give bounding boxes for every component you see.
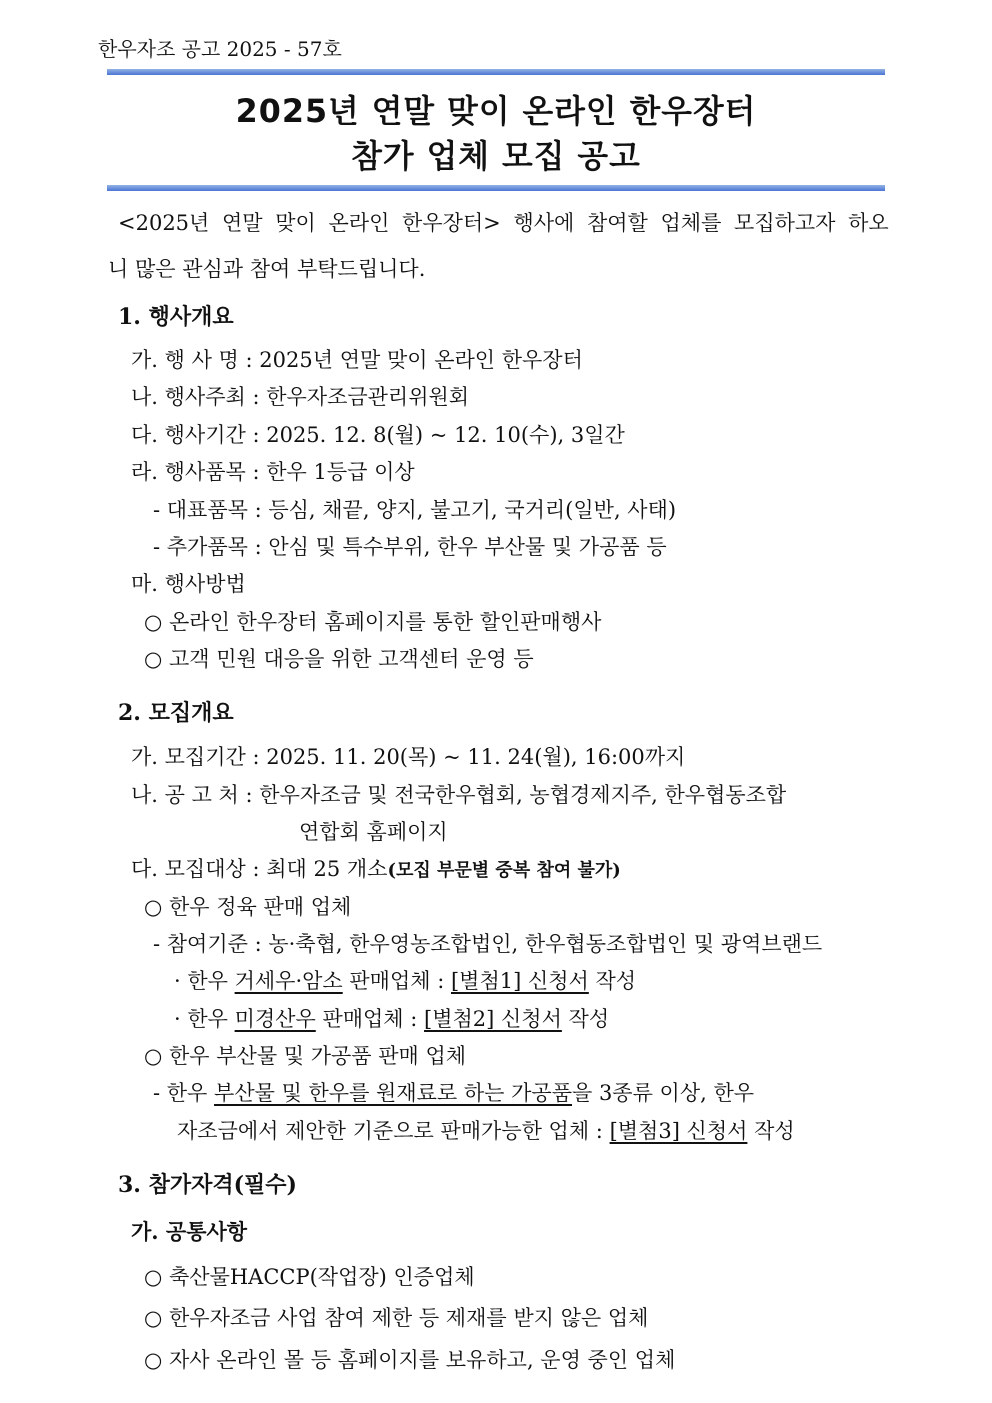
s1-item-e-label: 마. 행사방법 [131, 572, 246, 596]
s1-item-a-label: 가. 행 사 명 : [131, 348, 253, 372]
s2-c2-l1-post: 을 3종류 이상, 한우 [571, 1081, 755, 1105]
s2-c1-b2-pre: · 한우 [174, 1007, 235, 1031]
s2-c1-criteria: - 참여기준 : 농·축협, 한우영농조합법인, 한우협동조합법인 및 광역브랜드 [153, 932, 823, 956]
intro-line-1: <2025년 연말 맞이 온라인 한우장터> 행사에 참여할 업체를 모집하고자 하오 [118, 211, 889, 235]
s1-item-b-label: 나. 행사주최 : [131, 385, 260, 409]
intro-line-2: 니 많은 관심과 참여 부탁드립니다. [108, 257, 426, 281]
s1-item-d-sub-1: - 대표품목 : 등심, 채끝, 양지, 불고기, 국거리(일반, 사태) [153, 498, 677, 522]
s1-item-a-value: 2025년 연말 맞이 온라인 한우장터 [259, 348, 583, 372]
s3-item-2: ○ 한우자조금 사업 참여 제한 등 제재를 받지 않은 업체 [144, 1306, 649, 1330]
s1-item-d-value: 한우 1등급 이상 [266, 460, 415, 484]
s3-item-3: ○ 자사 온라인 몰 등 홈페이지를 보유하고, 운영 중인 업체 [144, 1348, 676, 1372]
s2-c1-b2-underlined: 미경산우 [234, 1007, 316, 1031]
s1-item-c-label: 다. 행사기간 : [131, 423, 260, 447]
s2-item-b-value-2: 연합회 홈페이지 [299, 820, 448, 844]
title-line-1: 2025년 연말 맞이 온라인 한우장터 [235, 94, 757, 130]
s2-c1-title: ○ 한우 정육 판매 업체 [144, 895, 352, 919]
s1-item-e-2: ○ 고객 민원 대응을 위한 고객센터 운영 등 [144, 647, 534, 671]
s2-item-c-note: (모집 부문별 중복 참여 불가) [387, 860, 621, 881]
document-number: 한우자조 공고 2025 - 57호 [98, 37, 342, 61]
s2-c2-l2-pre: 자조금에서 제안한 기준으로 판매가능한 업체 : [177, 1119, 610, 1143]
s2-c1-b1-form: [별첨1] 신청서 [450, 969, 589, 993]
s2-c2-l1-pre: - 한우 [153, 1081, 215, 1105]
s2-c1-b1-mid: 판매업체 : [342, 969, 451, 993]
s2-c1-b1-post: 작성 [588, 969, 637, 993]
s2-c1-bullet-1 [174, 965, 636, 995]
s2-c1-b1-pre: · 한우 [174, 969, 235, 993]
s2-c2-l2-post: 작성 [747, 1119, 795, 1143]
s2-c1-b2-form: [별첨2] 신청서 [424, 1007, 562, 1031]
s2-c2-l2-form: [별첨3] 신청서 [609, 1119, 748, 1143]
s2-item-a-label: 가. 모집기간 : [131, 745, 260, 769]
s1-item-c [131, 419, 625, 449]
s1-item-b [131, 381, 469, 411]
s1-item-a [131, 344, 583, 374]
section-1-heading: 1. 행사개요 [118, 304, 234, 330]
s2-c1-b1-underlined: 거세우·암소 [234, 969, 343, 993]
s2-c1-b2-mid: 판매업체 : [315, 1007, 425, 1031]
s2-item-b [131, 779, 786, 809]
section-2-heading: 2. 모집개요 [118, 700, 234, 726]
s2-c2-title: ○ 한우 부산물 및 가공품 판매 업체 [144, 1044, 467, 1068]
s2-c2-l1-underlined: 부산물 및 한우를 원재료로 하는 가공품 [214, 1081, 572, 1105]
s1-item-d-sub-2: - 추가품목 : 안심 및 특수부위, 한우 부산물 및 가공품 등 [153, 535, 667, 559]
s2-c1-b2-post: 작성 [561, 1007, 610, 1031]
section-3-heading: 3. 참가자격(필수) [118, 1172, 297, 1198]
s1-item-b-value: 한우자조금관리위원회 [266, 385, 470, 409]
s2-item-c-value: 최대 25 개소 [266, 857, 388, 881]
s2-item-c [131, 853, 621, 883]
title-line-2: 참가 업체 모집 공고 [351, 139, 641, 175]
top-divider [107, 69, 885, 75]
s2-item-a [131, 741, 685, 771]
s3-item-1: ○ 축산물HACCP(작업장) 인증업체 [144, 1265, 475, 1289]
s2-c1-bullet-2 [174, 1003, 609, 1033]
s2-item-b-label: 나. 공 고 처 : [131, 783, 253, 807]
bottom-divider [107, 185, 885, 191]
s2-item-a-value: 2025. 11. 20(목) ~ 11. 24(월), 16:00까지 [266, 745, 686, 769]
s2-item-c-label: 다. 모집대상 : [131, 857, 260, 881]
s1-item-d-label: 라. 행사품목 : [131, 460, 260, 484]
s3-item-a-label: 가. 공통사항 [131, 1219, 248, 1244]
s1-item-e-1: ○ 온라인 한우장터 홈페이지를 통한 할인판매행사 [144, 610, 602, 634]
s2-item-b-value-1: 한우자조금 및 전국한우협회, 농협경제지주, 한우협동조합 [259, 783, 787, 807]
s2-c2-line-1 [153, 1077, 754, 1107]
s1-item-d [131, 456, 415, 486]
s1-item-c-value: 2025. 12. 8(월) ~ 12. 10(수), 3일간 [266, 423, 625, 447]
s2-c2-line-2 [177, 1115, 795, 1145]
